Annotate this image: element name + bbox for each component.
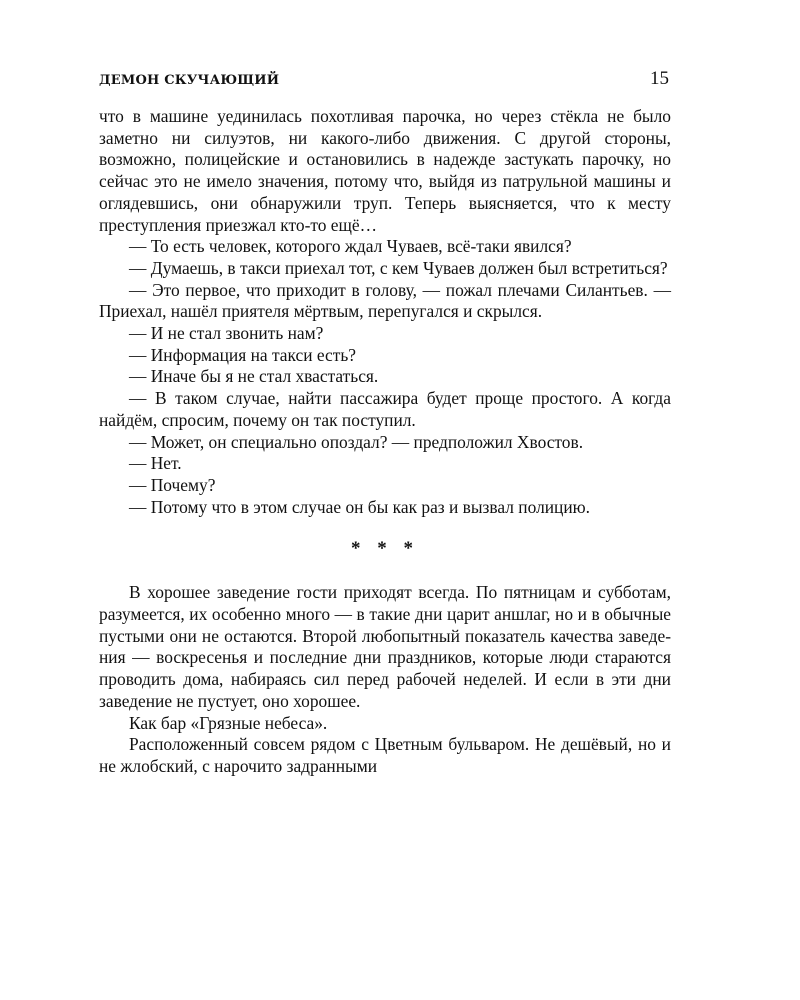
dialogue-line: — Может, он специально опоздал? — предположил Хвостов.	[129, 431, 584, 452]
body-text	[99, 106, 671, 778]
dialogue-line: — То есть человек, которого ждал Чуваев, всё-таки явился?	[129, 236, 572, 257]
dialogue-line: — Думаешь, в такси приехал тот, с кем Чуваев должен был встретиться?	[129, 257, 668, 278]
paragraph: Как бар «Грязные небеса».	[129, 712, 328, 733]
paragraph: В хорошее заведение гости приходят всегда. По пятницам и субботам, разумеется, их особенно много — в такие дни царит аншлаг, но и в обычные пустыми они не остаются. Второй любопытный показатель качества заведения — воскресенья и последние дни праздников, которые люди стараются проводить дома, набираясь сил перед рабочей неделей. И если в эти дни заведение не пустует, оно хорошее.	[99, 582, 671, 711]
paragraph: что в машине уединилась похотливая парочка, но через стёкла не было заметно ни силуэтов, ни какого-либо движения. С другой стороны, возможно, полицейские и остановились в надежде застукать парочку, но сейчас это не имело значения, потому что, выйдя из патрульной машины и оглядевшись, они обнаружили труп. Теперь выясняется, что к месту преступления приезжал кто-то ещё…	[99, 106, 671, 235]
dialogue-line: — И не стал звонить нам?	[129, 323, 324, 344]
book-page	[99, 68, 671, 778]
section-separator: * * *	[351, 538, 419, 560]
page-number: 15	[650, 68, 669, 89]
dialogue-line: — Это первое, что приходит в голову, — пожал плечами Силантьев. — Приехал, нашёл приятеля мёртвым, перепугался и скрылся.	[99, 279, 671, 322]
dialogue-line: — Иначе бы я не стал хвастаться.	[129, 366, 379, 387]
dialogue-line: — Информация на такси есть?	[129, 344, 356, 365]
dialogue-line: — В таком случае, найти пассажира будет проще простого. А когда найдём, спросим, почему он так поступил.	[99, 388, 671, 430]
dialogue-line: — Потому что в этом случае он бы как раз и вызвал полицию.	[129, 496, 591, 517]
paragraph: Расположенный совсем рядом с Цветным бульваром. Не дешёвый, но и не жлобский, с нарочито задранными	[99, 734, 671, 776]
dialogue-line: — Нет.	[129, 453, 182, 474]
dialogue-line: — Почему?	[129, 474, 216, 495]
running-title: ДЕМОН СКУЧАЮЩИЙ	[99, 73, 280, 88]
running-header	[99, 68, 671, 94]
